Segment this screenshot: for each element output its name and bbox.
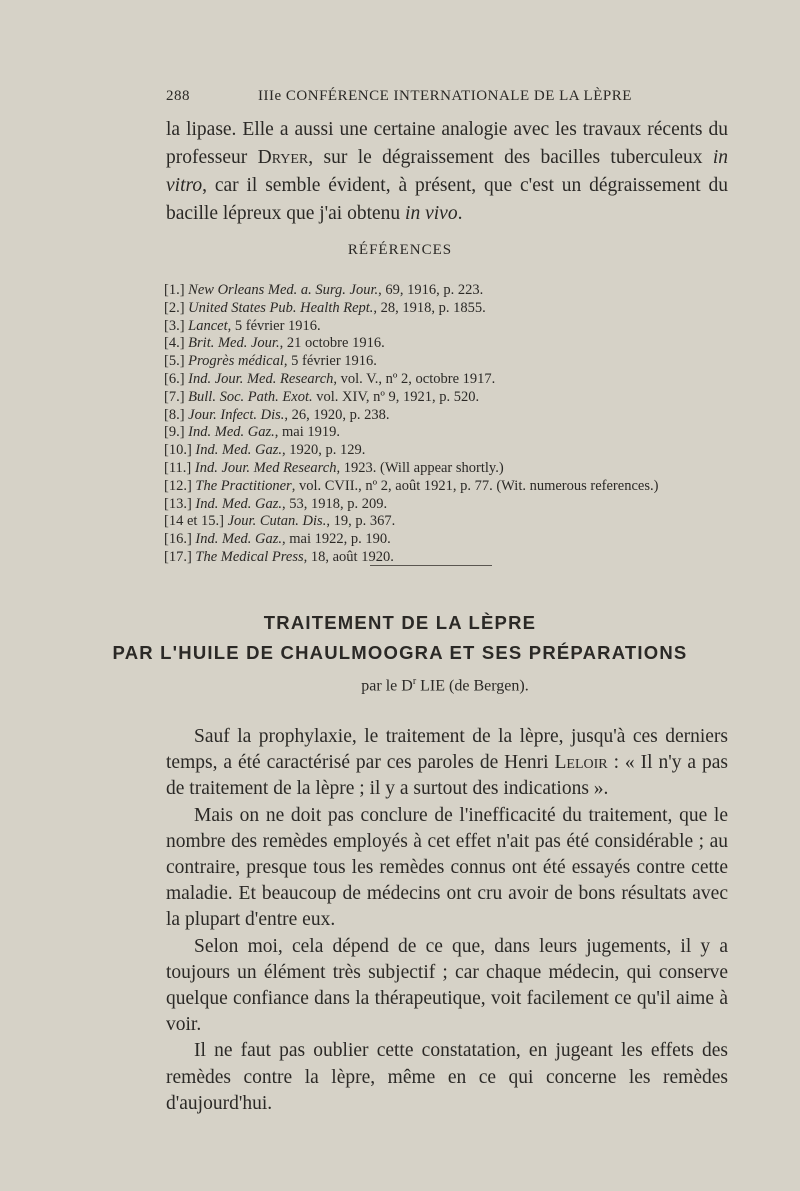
reference-journal: Jour. Infect. Dis.	[188, 406, 285, 423]
page-number: 288	[166, 88, 190, 104]
article-byline	[0, 676, 800, 695]
reference-item	[164, 424, 724, 442]
paragraph-1	[166, 724, 728, 803]
reference-details: , 19, p. 367.	[326, 513, 396, 530]
reference-details: , 53, 1918, p. 209.	[282, 495, 388, 512]
reference-journal: Jour. Cutan. Dis.	[227, 513, 327, 530]
paragraph-1-text-a: Sauf la prophylaxie, le traitement de la lèpre, jusqu'à ces derniers temps, a été caractérisé par ces paroles de Henri	[166, 726, 728, 774]
continued-text-2: , sur le dégraissement des bacilles tuberculeux	[308, 147, 713, 168]
reference-details: , 69, 1916, p. 223.	[378, 282, 484, 298]
reference-journal: Lancet	[188, 317, 228, 334]
reference-item	[164, 513, 724, 531]
reference-details: , 1920, p. 129.	[282, 442, 366, 459]
reference-number: [1.]	[164, 282, 185, 298]
reference-number: [2.]	[164, 299, 185, 316]
reference-number: [11.]	[164, 459, 192, 476]
reference-item	[164, 335, 724, 353]
reference-item	[164, 318, 724, 336]
reference-number: [8.]	[164, 406, 185, 423]
reference-item	[164, 478, 724, 496]
reference-number: [16.]	[164, 531, 192, 548]
paragraph-1-text-b: : « Il n'y a pas de traitement de la lèpre ; il y a surtout des indications ».	[166, 752, 728, 800]
term-in-vivo: in vivo	[405, 203, 458, 224]
reference-number: [4.]	[164, 335, 185, 352]
reference-details: , 5 février 1916.	[283, 353, 377, 370]
byline-sup: r	[412, 676, 417, 687]
reference-item	[164, 496, 724, 514]
reference-journal: Ind. Med. Gaz.	[195, 442, 283, 459]
continued-text-4: .	[457, 203, 463, 224]
reference-details: , mai 1922, p. 190.	[282, 531, 391, 548]
reference-details: , vol. CVII., nº 2, août 1921, p. 77. (Wit. numerous references.)	[291, 477, 659, 494]
reference-journal: United States Pub. Health Rept.	[188, 299, 374, 316]
reference-number: [5.]	[164, 353, 185, 370]
byline-pre: par le D	[361, 677, 413, 695]
reference-journal: New Orleans Med. a. Surg. Jour.	[188, 282, 379, 298]
reference-journal: Ind. Med. Gaz.	[195, 531, 283, 548]
continued-text-3: , car il semble évident, à présent, que c'est un dégraissement du bacille lépreux que j'ai obtenu	[166, 175, 728, 224]
reference-item	[164, 442, 724, 460]
continued-text-1: la lipase. Elle a aussi une certaine analogie avec les travaux récents du professeur	[166, 119, 728, 168]
reference-item	[164, 460, 724, 478]
reference-number: [6.]	[164, 370, 185, 387]
reference-number: [14 et 15.]	[164, 513, 224, 530]
reference-item	[164, 300, 724, 318]
reference-details: , 21 octobre 1916.	[279, 335, 385, 352]
reference-item	[164, 389, 724, 407]
reference-number: [12.]	[164, 477, 192, 494]
article-body	[166, 724, 728, 1117]
reference-details: , 18, août 1920.	[303, 548, 394, 565]
paragraph-2: Mais on ne doit pas conclure de l'inefficacité du traitement, que le nombre des remèdes employés à cet effet n'ait pas été considérable ; au contraire, presque tous les remèdes connus ont été essayés contre cette maladie. Et beaucoup de médecins ont cru avoir de bons résultats avec la plupart d'entre eux.	[166, 804, 728, 931]
continued-paragraph	[166, 116, 728, 228]
reference-item	[164, 371, 724, 389]
reference-details: , 5 février 1916.	[227, 317, 321, 334]
reference-journal: Ind. Jour. Med Research	[194, 459, 337, 476]
term-in-vitro: in vitro	[166, 147, 729, 196]
reference-details: , 28, 1918, p. 1855.	[373, 299, 486, 316]
paragraph-4: Il ne faut pas oublier cette constatation, en jugeant les effets des remèdes contre la lèpre, même en ce qui concerne les remèdes d'aujourd'hui.	[166, 1040, 728, 1114]
reference-journal: Bull. Soc. Path. Exot.	[188, 388, 313, 405]
reference-number: [10.]	[164, 442, 192, 459]
reference-details: , 1923. (Will appear shortly.)	[336, 459, 504, 476]
reference-number: [3.]	[164, 317, 185, 334]
author-name-dryer: Dryer	[257, 147, 309, 168]
reference-details: , mai 1919.	[274, 424, 341, 441]
reference-item	[164, 353, 724, 371]
reference-journal: The Practitioner	[195, 477, 292, 494]
reference-number: [7.]	[164, 388, 185, 405]
references-heading: RÉFÉRENCES	[347, 242, 453, 258]
reference-journal: The Medical Press	[195, 548, 304, 565]
reference-number: [17.]	[164, 548, 192, 565]
reference-item	[164, 282, 724, 300]
section-divider	[370, 565, 492, 566]
reference-journal: Progrès médical	[188, 353, 284, 370]
references-list	[164, 282, 724, 567]
reference-journal: Brit. Med. Jour.	[188, 335, 280, 352]
reference-journal: Ind. Jour. Med. Research	[188, 370, 334, 387]
reference-details: , 26, 1920, p. 238.	[284, 406, 390, 423]
byline-post: LIE (de Bergen).	[416, 677, 529, 695]
reference-item	[164, 407, 724, 425]
author-name-leloir: Leloir	[554, 752, 608, 774]
article-title	[0, 608, 800, 668]
article-title-line-2: PAR L'HUILE DE CHAULMOOGRA ET SES PRÉPARATIONS	[112, 642, 688, 663]
reference-number: [13.]	[164, 495, 192, 512]
reference-details: , vol. V., nº 2, octobre 1917.	[333, 370, 496, 387]
article-title-line-1: TRAITEMENT DE LA LÈPRE	[263, 612, 537, 633]
running-title: IIIe CONFÉRENCE INTERNATIONALE DE LA LÈPRE	[258, 88, 632, 104]
paragraph-3: Selon moi, cela dépend de ce que, dans leurs jugements, il y a toujours un élément très subjectif ; car chaque médecin, qui conserve quelque confiance dans la thérapeutique, voit facilement ce qu'il aime à voir.	[166, 935, 728, 1036]
reference-item	[164, 531, 724, 549]
reference-journal: Ind. Med. Gaz.	[188, 424, 275, 441]
reference-journal: Ind. Med. Gaz.	[195, 495, 283, 512]
reference-number: [9.]	[164, 424, 185, 441]
reference-details: vol. XIV, nº 9, 1921, p. 520.	[312, 388, 480, 405]
